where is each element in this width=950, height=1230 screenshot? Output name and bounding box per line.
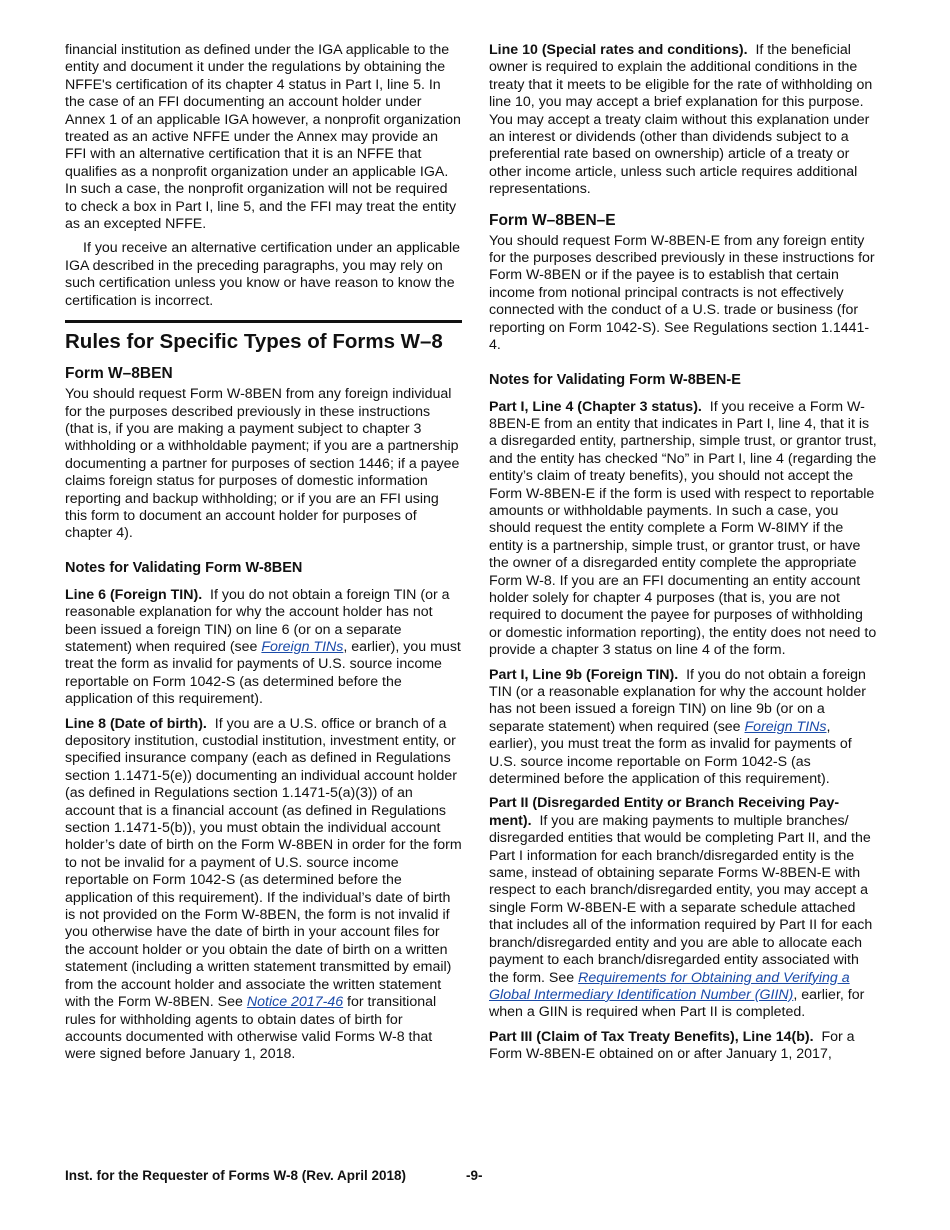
foreign-tins-link[interactable]: Foreign TINs <box>261 638 344 655</box>
right-column <box>489 42 878 1071</box>
part2-lead: Part II (Disregarded Entity or Branch Receiving Pay-ment). <box>489 795 840 829</box>
w8ben-paragraph: You should request Form W-8BEN from any foreign individual for the purposes described previously in these instructions (that is, if you are making a payment subject to chapter 3 withholding or a withholdable payment; if you are a partnership documenting a partner for purposes of section 1446; if a payee claims foreign status for purposes of domestic information reporting and backup withholding; or if you are an FFI using this form to document an account holder for purposes of chapter 4). <box>65 386 460 542</box>
footer-title: Inst. for the Requester of Forms W-8 (Rev. April 2018) <box>65 1168 407 1183</box>
page-number: -9- <box>466 1168 483 1183</box>
section-rule <box>65 320 462 323</box>
page-footer <box>65 1168 878 1183</box>
line10-paragraph <box>489 42 878 199</box>
notice-2017-46-link[interactable]: Notice 2017-46 <box>246 994 344 1011</box>
line10-text: If the beneficial owner is required to explain the additional conditions in the treaty that it meets to be eligible for the rate of withholding on line 10, you may accept a brief explanation for this purpose. You may accept a treaty claim without this explanation under an interest or dividends (other than dividends subject to a preferential rate based on ownership) article of a treaty or other income article, unless such article requires additional representations. <box>489 42 873 198</box>
part1-line9b-text-a: If you do not obtain a foreign TIN (or a reasonable explanation for why the account holder has not been issued a foreign TIN) on line 9b (or on a separate statement) when required (see <box>489 666 866 735</box>
paragraph-alternative-certification: If you receive an alternative certification under an applicable IGA described in the preceding paragraphs, you may rely on such certification unless you know or have reason to know the certification is incorrect. <box>65 240 460 309</box>
line8-lead: Line 8 (Date of birth). <box>65 715 207 732</box>
part2-text-a: If you are making payments to multiple branches/ disregarded entities that would be completing Part II, and the Part I information for each branch/disregarded entity is the same, instead of obtaining separate Forms W-8BEN-E with respect to each branch/disregarded entity, you may accept a single Form W-8BEN-E with a separate schedule attached that includes all of the information required by Part II for each branch/disregarded entity and you are able to allocate each payment to each branch/disregarded entity associated with the form. See <box>489 812 873 986</box>
line10-lead: Line 10 (Special rates and conditions). <box>489 42 748 58</box>
foreign-tins-link-2[interactable]: Foreign TINs <box>744 718 827 735</box>
w8bene-notes-heading: Notes for Validating Form W-8BEN-E <box>489 371 741 388</box>
part1-line4-text: If you receive a Form W-8BEN-E from an entity that indicates in Part I, line 4, that it is a disregarded entity, partnership, simple trust, or grantor trust, and the entity has checked “No” in Part I, line 4 (regarding the entity’s claim of treaty benefits), you should not accept the Form W-8BEN-E if the form is used with respect to reportable amounts or withholdable payments. In such a case, you should request the entity complete a Form W-8IMY if the entity is a partnership, simple trust, or grantor trust, or have the owner of a disregarded entity complete the appropriate Form W-8. If you are an FFI documenting an entity account holder solely for chapter 4 purposes (that is, you are not required to document the payee for purposes of withholding or domestic information reporting), the entity does not need to provide a chapter 3 status on line 4 of the form. <box>489 398 877 659</box>
line6-paragraph <box>65 587 462 709</box>
part1-line9b-lead: Part I, Line 9b (Foreign TIN). <box>489 666 679 683</box>
part2-paragraph <box>489 795 878 1021</box>
w8ben-notes-heading: Notes for Validating Form W-8BEN <box>65 559 303 576</box>
part2-text-b: , earlier, for when a GIIN is required when Part II is completed. <box>489 986 865 1021</box>
w8bene-paragraph: You should request Form W-8BEN-E from any foreign entity for the purposes described previously in these instructions for Form W-8BEN or if the payee is to establish that certain income from notional principal contracts is not effectively connected with the conduct of a U.S. trade or business (for reporting on Form 1042-S). See Regulations section 1.1441-4. <box>489 232 875 354</box>
line6-lead: Line 6 (Foreign TIN). <box>65 586 203 603</box>
line6-text-b: , earlier), you must treat the form as invalid for payments of U.S. source income reportable on Form 1042-S (as determined before the application of this requirement). <box>65 638 461 708</box>
part1-line4-paragraph <box>489 399 878 660</box>
part3-paragraph <box>489 1029 878 1064</box>
w8ben-heading: Form W–8BEN <box>65 365 173 383</box>
left-column <box>65 42 462 1071</box>
part3-text: For a Form W-8BEN-E obtained on or after January 1, 2017, <box>489 1028 855 1063</box>
giin-requirements-link[interactable]: Requirements for Obtaining and Verifying a Global Intermediary Identification Number (GIIN) <box>489 969 850 1003</box>
part1-line9b-paragraph <box>489 667 878 789</box>
part3-lead: Part III (Claim of Tax Treaty Benefits), Line 14(b). <box>489 1028 814 1045</box>
section-title: Rules for Specific Types of Forms W–8 <box>65 330 443 354</box>
part1-line9b-text-b: , earlier), you must treat the form as invalid for payments of U.S. source income reportable on Form 1042-S (as determined before the application of this requirement). <box>489 718 852 788</box>
line8-text-a: If you are a U.S. office or branch of a depository institution, custodial institution, investment entity, or specified insurance company (each as defined in Regulations section 1.1471-5(e)) documenting an individual account holder (as defined in Regulations section 1.1471-5(a)(3)) of an account that is a financial account (as defined in Regulations section 1.1471-5(b)), you must obtain the individual account holder’s date of birth on the Form W-8BEN in order for the form to not be invalid for a payment of U.S. source income reportable on Form 1042-S (as determined before the application of this requirement). If the individual’s date of birth is not provided on the Form W-8BEN, the form is not invalid if you otherwise have the date of birth in your account files for the account holder or you obtain the date of birth on a written statement (including a written statement transmitted by email) from the account holder and associate the written statement with the Form W-8BEN. See <box>65 715 462 1011</box>
line8-text-b: for transitional rules for withholding agents to obtain dates of birth for accounts documented with otherwise valid Forms W-8 that were signed before January 1, 2018. <box>65 994 437 1063</box>
line8-paragraph <box>65 716 462 1064</box>
w8bene-heading: Form W–8BEN–E <box>489 211 616 229</box>
paragraph-iga-continued: financial institution as defined under the IGA applicable to the entity and document it under the regulations by obtaining the NFFE's certification of its chapter 4 status in Part I, line 5. In the case of an FFI documenting an account holder under Annex 1 of an applicable IGA however, a nonprofit organization treated as an active NFFE under the Annex may provide an FFI with an alternative certification that it is an NFFE that qualifies as a nonprofit organization under an applicable IGA. In such a case, the nonprofit organization will not be required to check a box in Part I, line 5, and the FFI may treat the entity as an excepted NFFE. <box>65 42 461 233</box>
part1-line4-lead: Part I, Line 4 (Chapter 3 status). <box>489 398 702 415</box>
line6-text-a: If you do not obtain a foreign TIN (or a reasonable explanation for why the account holder has not been issued a foreign TIN) on line 6 (or on a separate statement) when required (see <box>65 586 450 655</box>
